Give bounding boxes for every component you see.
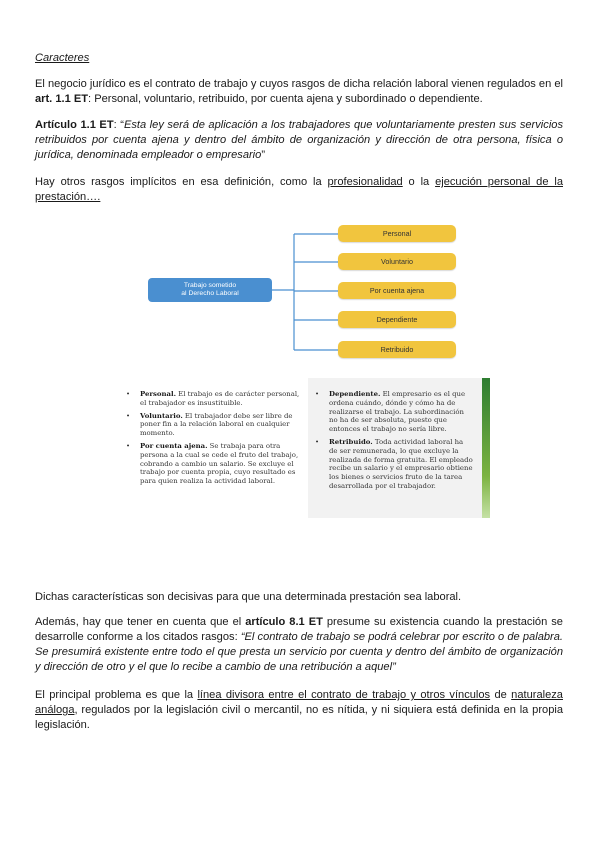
article-quote: Esta ley será de aplicación a los trabajadores que voluntariamente presten sus servicios retribuidos por cuenta ajena y dentro del ámbito de organización y dirección de otra persona, física o jurídica, denominada empleador o empresario	[35, 119, 563, 161]
paragraph-intro	[35, 77, 563, 107]
definition-text: Se trabaja para otra persona a la cual se cede el fruto del trabajo, cobrando a cambio un salario. Se excluye el trabajo por cuenta propia, cuyo resultado es para quien realiza la actividad laboral.	[140, 441, 299, 486]
definitions-right-column	[315, 390, 473, 495]
traits-diagram	[146, 222, 466, 360]
quote-close: ”	[261, 149, 266, 161]
problem-mid: de	[490, 689, 512, 701]
article-ref: art. 1.1 ET	[35, 93, 89, 105]
center-line1: Trabajo sometido	[183, 282, 237, 289]
definition-term: Retribuido.	[329, 437, 373, 446]
paragraph-decisive: Dichas características son decisivas para que una determinada prestación sea laboral.	[35, 591, 462, 603]
panel-green-bar	[482, 378, 490, 518]
bullet-icon: •	[126, 411, 131, 420]
definition-item	[126, 390, 304, 408]
definitions-left-column	[126, 390, 304, 490]
trait-personal: Personal	[338, 225, 456, 242]
definition-text: El trabajo es de carácter personal, el trabajador es insustituible.	[140, 390, 300, 407]
section-heading: Caracteres	[35, 52, 90, 64]
implicit-text: Hay otros rasgos implícitos en esa definición, como la	[35, 176, 328, 188]
bullet-icon: •	[126, 390, 131, 398]
trait-dependiente: Dependiente	[338, 311, 456, 328]
center-node	[148, 278, 272, 302]
implicit-mid: o la	[402, 176, 436, 188]
bullet-icon: •	[315, 390, 320, 398]
paragraph-problem	[35, 688, 563, 733]
definition-item	[126, 412, 304, 438]
definition-text: El empresario es el que ordena cuándo, dónde y cómo ha de realizarse el trabajo. La subordinación no ha de ser absoluta, puesto que entonces el trabajo no sería libre.	[329, 390, 466, 434]
definition-term: Dependiente.	[329, 390, 381, 398]
link-naturaleza-analoga: naturaleza análoga	[35, 689, 563, 716]
bullet-icon: •	[315, 437, 320, 446]
article-label: Artículo 1.1 ET	[35, 119, 114, 131]
paragraph-article-1-1	[35, 118, 563, 163]
problem-rest: , regulados por la legislación civil o mercantil, no es nítida, y ni siquiera está definida en la propia legislación.	[35, 704, 563, 731]
art8-mid: presume su existencia cuando la prestación se desarrolle conforme a los citados rasgos:	[35, 616, 563, 643]
intro-rest: : Personal, voluntario, retribuido, por cuenta ajena y subordinado o dependiente.	[88, 93, 483, 105]
link-ejecucion: ejecución personal de la prestación….	[35, 176, 563, 203]
definition-item	[315, 438, 473, 491]
art8-ref: artículo 8.1 ET	[245, 616, 323, 628]
definition-item	[126, 442, 304, 486]
trait-por-cuenta-ajena: Por cuenta ajena	[338, 282, 456, 299]
trait-retribuido: Retribuido	[338, 341, 456, 358]
trait-voluntario: Voluntario	[338, 253, 456, 270]
link-profesionalidad: profesionalidad	[327, 176, 403, 188]
art8-quote: “El contrato de trabajo se podrá celebrar por escrito o de palabra. Se presumirá existente entre todo el que presta un servicio por cuenta y dentro del ámbito de organización y dirección de otro y el que lo recibe a cambio de una retribución a aquel”	[35, 631, 563, 673]
art8-text: Además, hay que tener en cuenta que el	[35, 616, 246, 628]
definition-item	[315, 390, 473, 434]
definition-term: Voluntario.	[140, 411, 183, 420]
center-line2: al Derecho Laboral	[181, 290, 239, 297]
bullet-icon: •	[126, 441, 131, 450]
definition-text: Toda actividad laboral ha de ser remunerada, lo que excluye la realizada de forma gratuita. El empleado recibe un salario y el empresario obtiene los bienes o servicios fruto de la tarea desarrollada por el trabajador.	[329, 437, 473, 490]
definition-text: El trabajador debe ser libre de poner fin a la relación laboral en cualquier momento.	[140, 411, 293, 438]
paragraph-implicit-traits	[35, 175, 563, 205]
definition-term: Personal.	[140, 390, 176, 398]
article-colon: : “	[113, 119, 124, 131]
definition-term: Por cuenta ajena.	[140, 441, 208, 450]
intro-text: El negocio jurídico es el contrato de trabajo y cuyos rasgos de dicha relación laboral vienen regulados en el	[35, 78, 563, 90]
link-linea-divisora: línea divisora entre el contrato de trabajo y otros vínculos	[197, 689, 491, 701]
paragraph-article-8-1	[35, 615, 563, 675]
problem-text: El principal problema es que la	[35, 689, 198, 701]
traits-definitions-panel	[120, 376, 490, 520]
